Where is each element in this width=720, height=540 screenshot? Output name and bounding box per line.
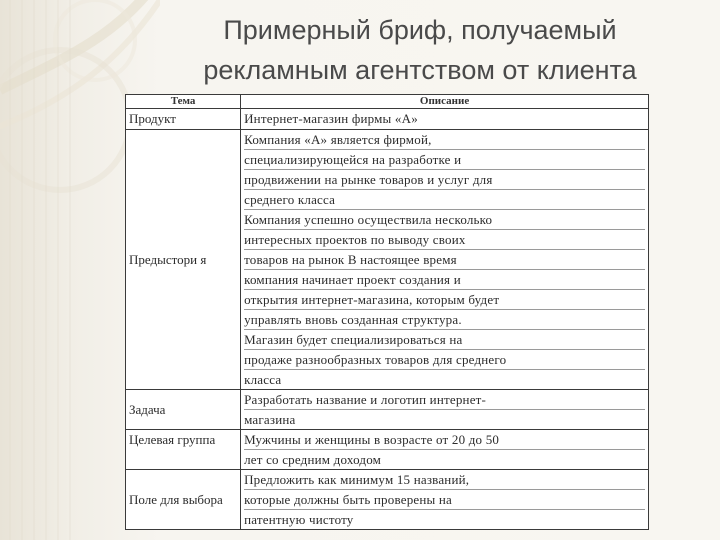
description-line: патентную чистоту xyxy=(244,512,354,527)
topic-cell: Целевая группа xyxy=(126,430,241,470)
description-line: продвижении на рынке товаров и услуг для xyxy=(244,170,645,190)
table-header-row xyxy=(126,95,649,109)
description-line: Интернет-магазин фирмы «А» xyxy=(244,111,418,126)
table-row-background xyxy=(126,130,649,390)
topic-cell: Предыстори я xyxy=(126,130,241,390)
description-line: интересных проектов по выводу своих xyxy=(244,230,645,250)
description-line: Компания «А» является фирмой, xyxy=(244,130,645,150)
description-line: магазина xyxy=(244,412,296,427)
title-line-1: Примерный бриф, получаемый xyxy=(223,15,617,45)
description-cell xyxy=(241,430,649,470)
header-description: Описание xyxy=(241,95,649,109)
description-line: компания начинает проект создания и xyxy=(244,270,645,290)
description-line: которые должны быть проверены на xyxy=(244,490,645,510)
description-cell xyxy=(241,130,649,390)
topic-cell: Задача xyxy=(126,390,241,430)
table-row-target-group xyxy=(126,430,649,470)
description-line: открытия интернет-магазина, которым будет xyxy=(244,290,645,310)
topic-cell: Продукт xyxy=(126,109,241,130)
description-line: Разработать название и логотип интернет- xyxy=(244,390,645,410)
description-line: Компания успешно осуществила несколько xyxy=(244,210,645,230)
description-line: среднего класса xyxy=(244,190,645,210)
description-line: товаров на рынок В настоящее время xyxy=(244,250,645,270)
description-line: Предложить как минимум 15 названий, xyxy=(244,470,645,490)
description-line: Магазин будет специализироваться на xyxy=(244,330,645,350)
header-topic: Тема xyxy=(126,95,241,109)
table-row-selection-field xyxy=(126,470,649,530)
description-line: Мужчины и женщины в возрасте от 20 до 50 xyxy=(244,430,645,450)
description-line: класса xyxy=(244,372,282,387)
title-line-2: рекламным агентством от клиента xyxy=(203,55,637,85)
description-cell xyxy=(241,109,649,130)
description-cell xyxy=(241,470,649,530)
description-line: управлять вновь созданная структура. xyxy=(244,310,645,330)
table-row-task xyxy=(126,390,649,430)
description-line: продаже разнообразных товаров для среднего xyxy=(244,350,645,370)
topic-cell: Поле для выбора xyxy=(126,470,241,530)
description-cell xyxy=(241,390,649,430)
description-line: специализирующейся на разработке и xyxy=(244,150,645,170)
brief-table xyxy=(125,94,649,530)
table-row-product xyxy=(126,109,649,130)
page-title xyxy=(150,10,690,90)
description-line: лет со средним доходом xyxy=(244,452,382,467)
